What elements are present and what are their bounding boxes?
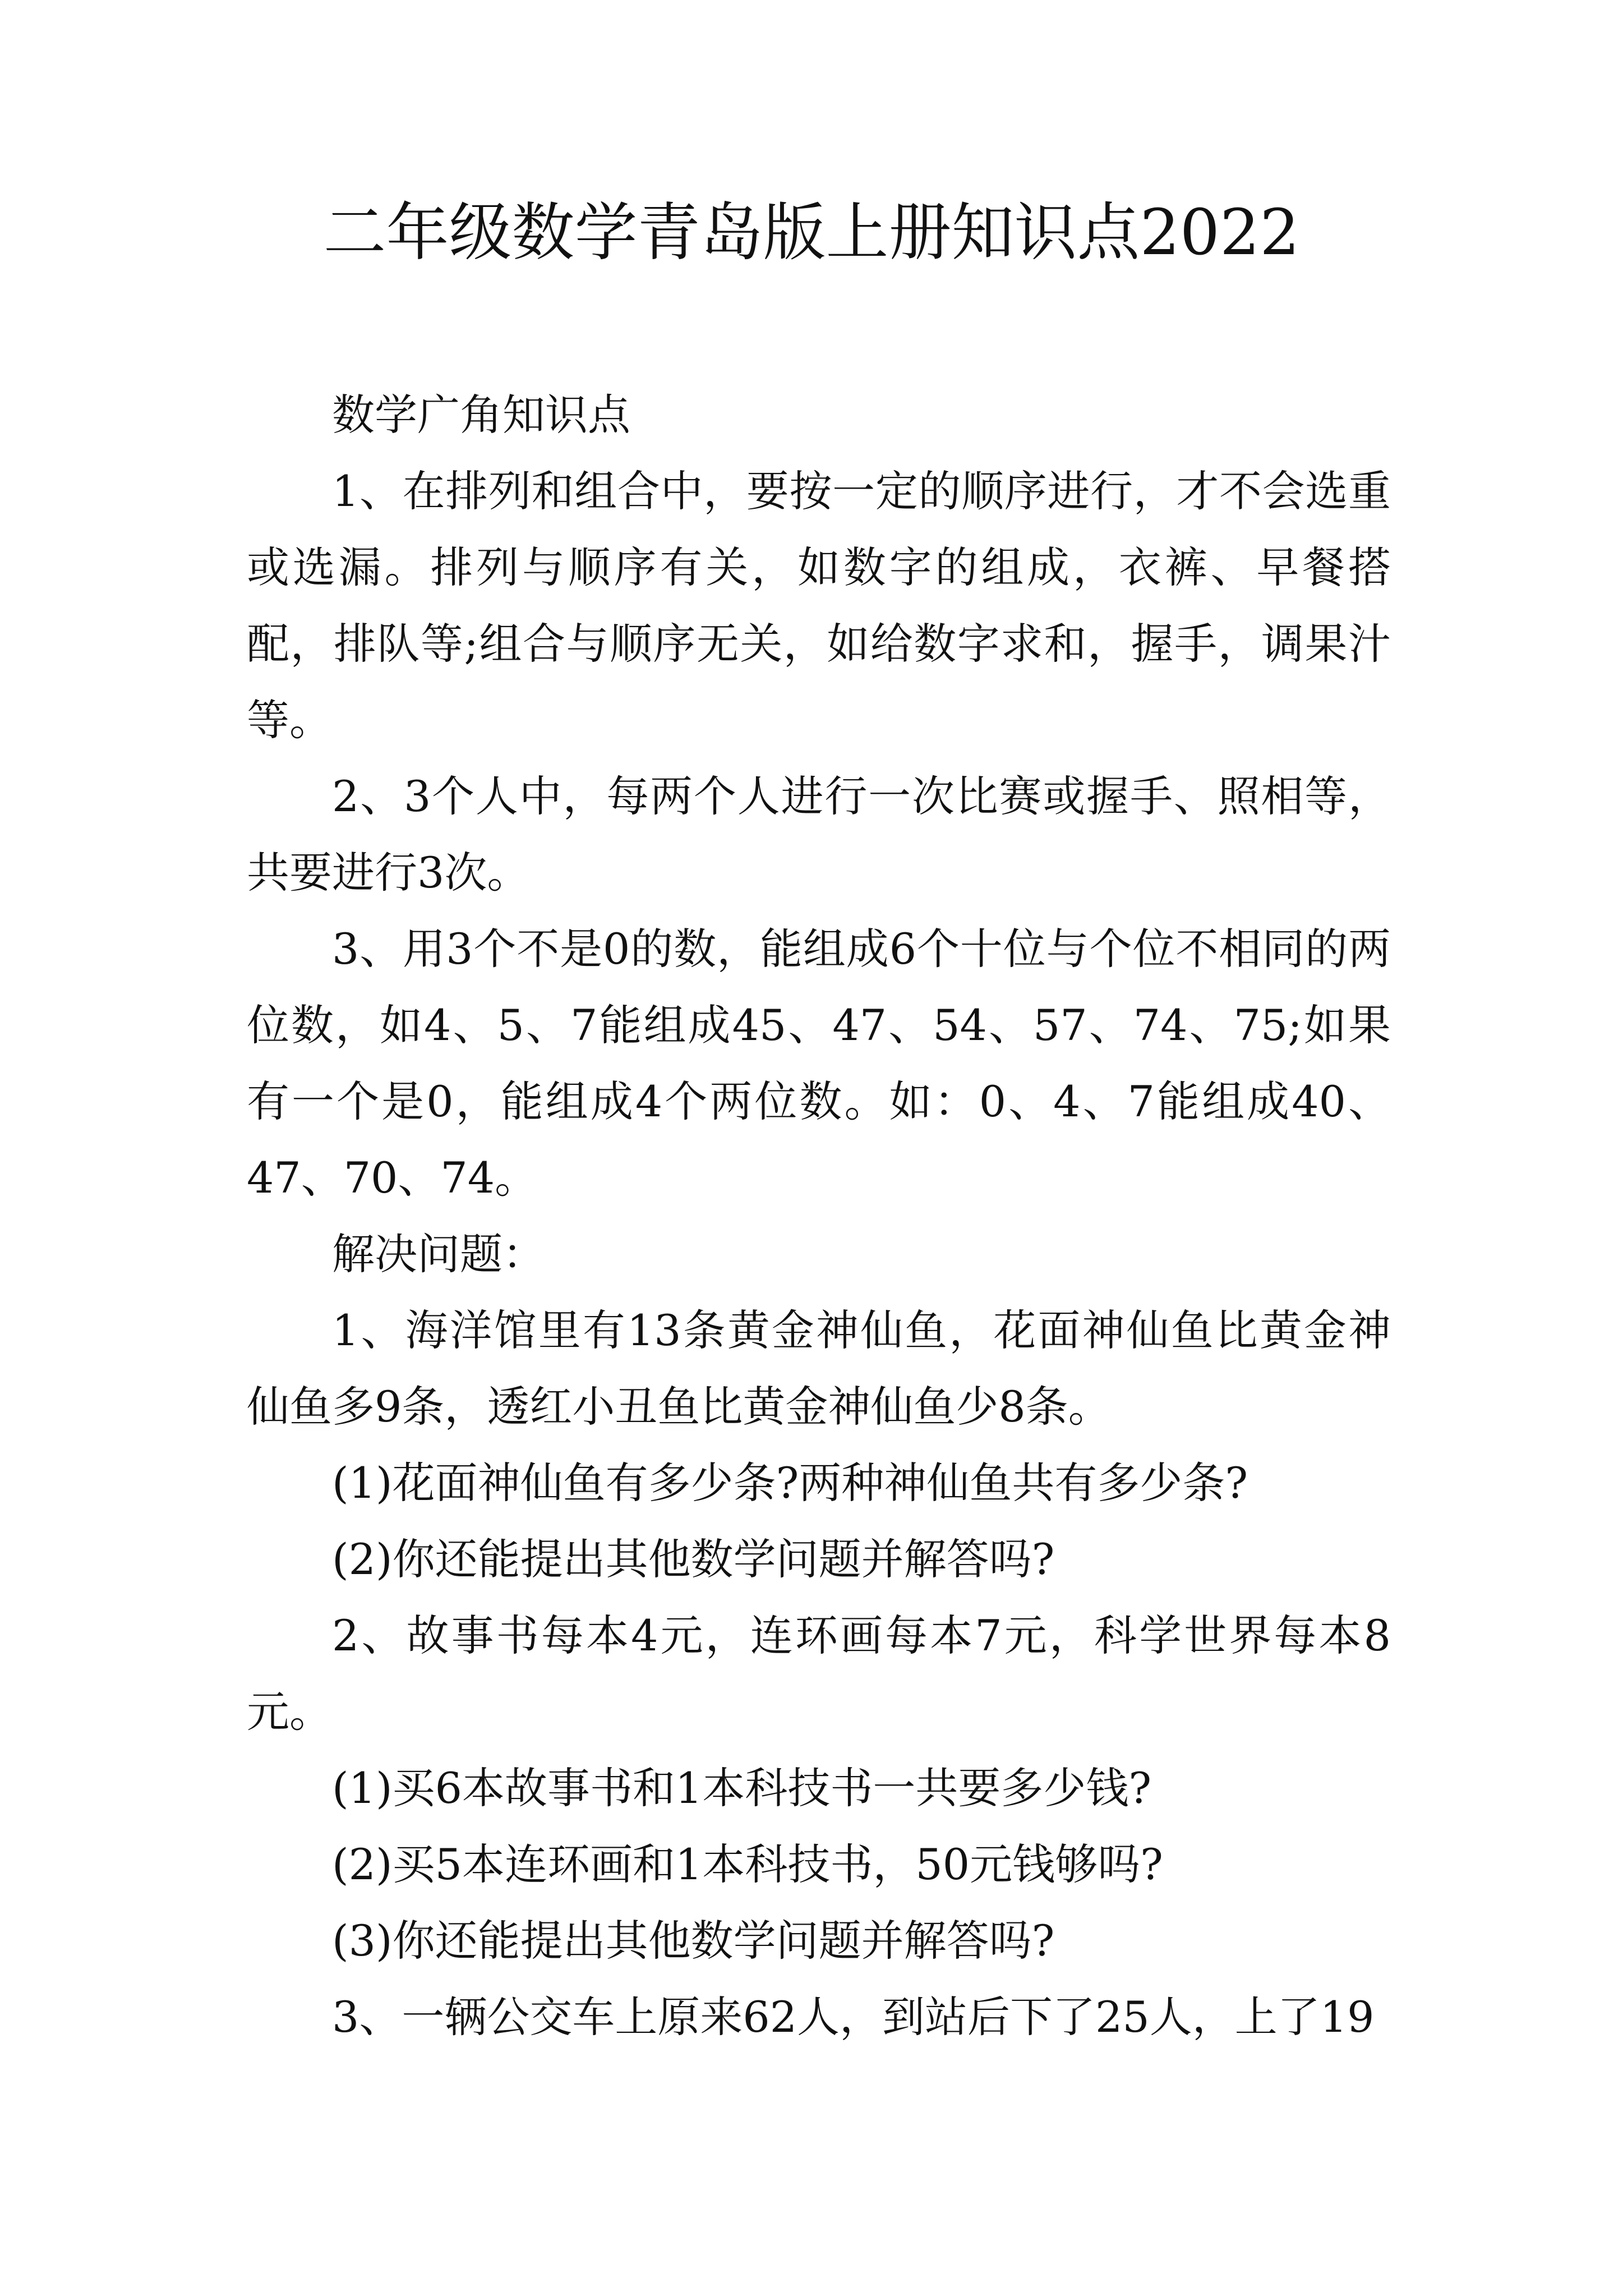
paragraph-problem-3-bus: 3、一辆公交车上原来62人，到站后下了25人，上了19: [332, 1992, 1375, 2042]
paragraph-problem-2-question-1: (1)买6本故事书和1本科技书一共要多少钱?: [332, 1763, 1152, 1813]
paragraph-problem-1-question-2: (2)你还能提出其他数学问题并解答吗?: [332, 1534, 1055, 1584]
paragraph-problem-2-question-3: (3)你还能提出其他数学问题并解答吗?: [332, 1916, 1055, 1966]
paragraph-problem-1-question-1: (1)花面神仙鱼有多少条?两种神仙鱼共有多少条?: [332, 1458, 1248, 1508]
paragraph-problem-2-question-2: (2)买5本连环画和1本科技书，50元钱够吗?: [332, 1839, 1163, 1889]
paragraph-section-heading-problem-solving: 解决问题：: [332, 1229, 545, 1279]
paragraph-point-1-permutation: 1、在排列和组合中，要按一定的顺序进行，才不会选重或选漏。排列与顺序有关，如数字的组成，衣裤、早餐搭配，排队等;组合与顺序无关，如给数字求和，握手，调果汁等。: [247, 466, 1391, 745]
document-title: 二年级数学青岛版上册知识点2022: [323, 196, 1300, 269]
paragraph-problem-1-aquarium: 1、海洋馆里有13条黄金神仙鱼，花面神仙鱼比黄金神仙鱼多9条，透红小丑鱼比黄金神仙鱼少8条。: [247, 1305, 1391, 1432]
document-body: [247, 377, 1391, 2055]
paragraph-problem-2-books: 2、故事书每本4元，连环画每本7元，科学世界每本8元。: [247, 1611, 1391, 1737]
paragraph-point-2-three-people: 2、3个人中，每两个人进行一次比赛或握手、照相等，共要进行3次。: [247, 771, 1391, 898]
paragraph-point-3-two-digit-numbers: 3、用3个不是0的数，能组成6个十位与个位不相同的两位数，如4、5、7能组成45、47、54、57、74、75;如果有一个是0，能组成4个两位数。如：0、4、7能组成40、47、70、74。: [247, 924, 1391, 1203]
paragraph-section-heading-math-corner: 数学广角知识点: [332, 390, 630, 440]
